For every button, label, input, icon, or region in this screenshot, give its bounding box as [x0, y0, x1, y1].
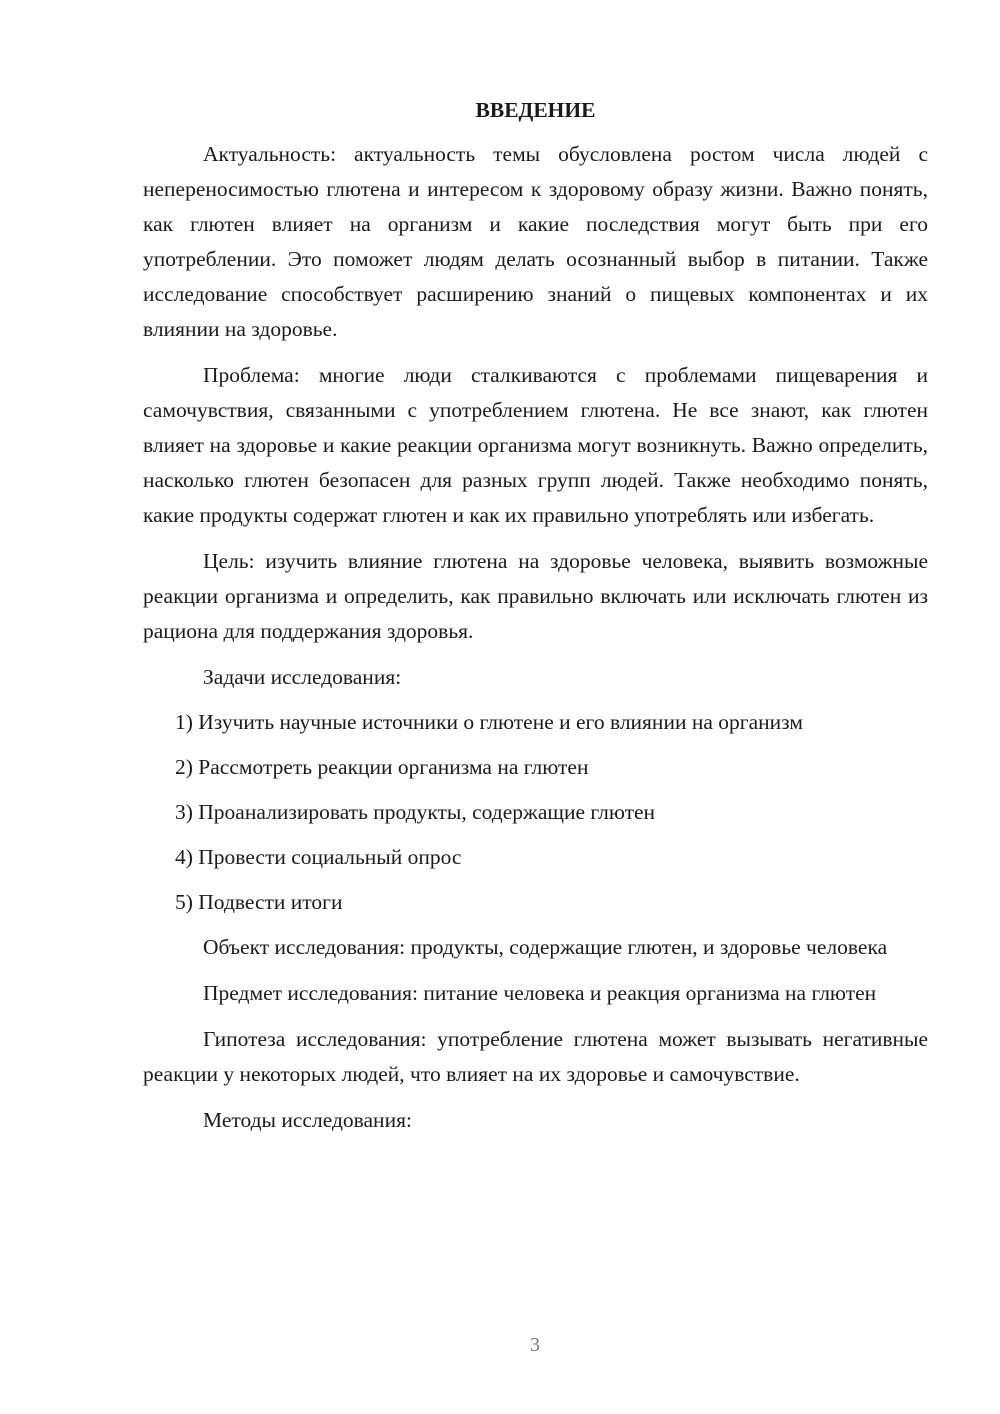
tasks-list: [143, 705, 928, 920]
task-item: 5) Подвести итоги: [175, 890, 343, 914]
task-item: 4) Провести социальный опрос: [175, 845, 462, 869]
task-item: 2) Рассмотреть реакции организма на глютен: [175, 755, 589, 779]
page-number: 3: [530, 1334, 540, 1356]
relevance-paragraph: Актуальность: актуальность темы обусловлена ростом числа людей с непереносимостью глютена и интересом к здоровому образу жизни. Важно понять, как глютен влияет на организм и какие последствия могут быть при его употреблении. Это поможет людям делать осознанный выбор в питании. Также исследование способствует расширению знаний о пищевых компонентах и их влиянии на здоровье.: [143, 142, 928, 341]
task-item: 3) Проанализировать продукты, содержащие глютен: [175, 800, 656, 824]
section-heading: ВВЕДЕНИЕ: [475, 98, 596, 122]
goal-paragraph: Цель: изучить влияние глютена на здоровье человека, выявить возможные реакции организма и определить, как правильно включать или исключать глютен из рациона для поддержания здоровья.: [143, 549, 928, 643]
tasks-label: Задачи исследования:: [203, 665, 402, 689]
hypothesis-paragraph: Гипотеза исследования: употребление глютена может вызывать негативные реакции у некоторых людей, что влияет на их здоровье и самочувствие.: [143, 1027, 928, 1086]
object-paragraph: Объект исследования: продукты, содержащие глютен, и здоровье человека: [203, 935, 888, 959]
subject-paragraph: Предмет исследования: питание человека и реакция организма на глютен: [203, 981, 877, 1005]
problem-paragraph: Проблема: многие люди сталкиваются с проблемами пищеварения и самочувствия, связанными с употреблением глютена. Не все знают, как глютен влияет на здоровье и какие реакции организма могут возникнуть. Важно определить, насколько глютен безопасен для разных групп людей. Также необходимо понять, какие продукты содержат глютен и как их правильно употреблять или избегать.: [143, 363, 928, 527]
methods-label: Методы исследования:: [203, 1108, 412, 1132]
task-item: 1) Изучить научные источники о глютене и его влиянии на организм: [175, 710, 803, 734]
page-content: [143, 96, 928, 1148]
